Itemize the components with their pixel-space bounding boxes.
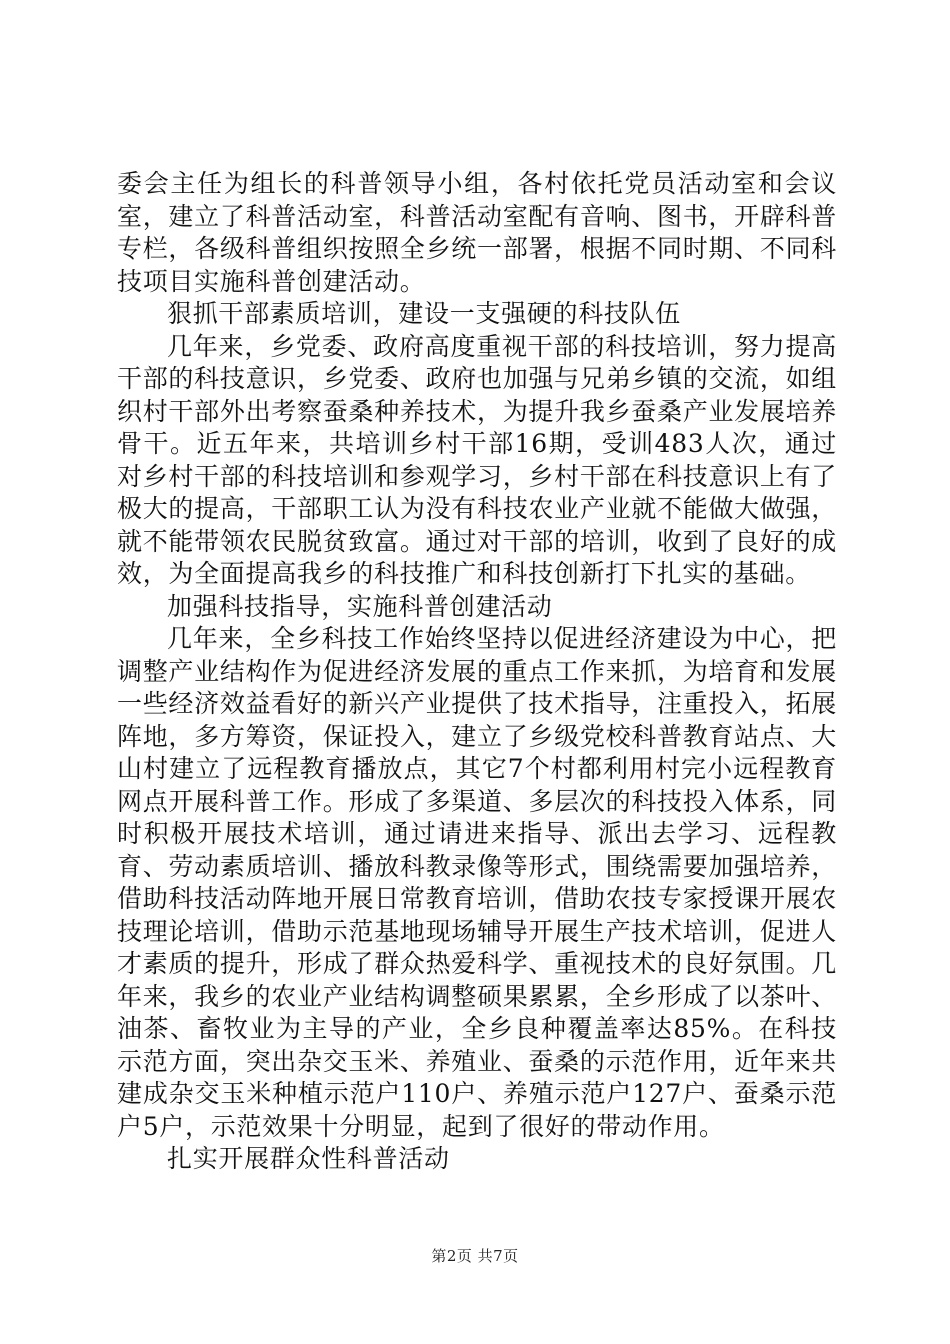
section-heading-tech-guidance: 加强科技指导，实施科普创建活动 [167,591,553,621]
paragraph-continuation: 委会主任为组长的科普领导小组，各村依托党员活动室和会议室，建立了科普活动室，科普活动室配有音响、图书，开辟科普专栏，各级科普组织按照全乡统一部署，根据不同时期、不同科技项目实施科普创建活动。 [117,169,837,296]
paragraph-cadre-training: 几年来，乡党委、政府高度重视干部的科技培训，努力提高干部的科技意识，乡党委、政府也加强与兄弟乡镇的交流，如组织村干部外出考察蚕桑种养技术，为提升我乡蚕桑产业发展培养骨干。近五年来，共培训乡村干部16期，受训483人次，通过对乡村干部的科技培训和参观学习，乡村干部在科技意识上有了极大的提高，干部职工认为没有科技农业产业就不能做大做强，就不能带领农民脱贫致富。通过对干部的培训，收到了良好的成效，为全面提高我乡的科技推广和科技创新打下扎实的基础。 [117,331,837,588]
document-body [117,168,837,1176]
section-heading-cadre-training: 狠抓干部素质培训，建设一支强硬的科技队伍 [167,299,682,328]
paragraph-tech-guidance: 几年来，全乡科技工作始终坚持以促进经济建设为中心，把调整产业结构作为促进经济发展的重点工作来抓，为培育和发展一些经济效益看好的新兴产业提供了技术指导，注重投入，拓展阵地，多方筹资，保证投入，建立了乡级党校科普教育站点、大山村建立了远程教育播放点，其它7个村都利用村完小远程教育网点开展科普工作。形成了多渠道、多层次的科技投入体系，同时积极开展技术培训，通过请进来指导、派出去学习、远程教育、劳动素质培训、播放科教录像等形式，围绕需要加强培养，借助科技活动阵地开展日常教育培训，借助农技专家授课开展农技理论培训，借助示范基地现场辅导开展生产技术培训，促进人才素质的提升，形成了群众热爱科学、重视技术的良好氛围。几年来，我乡的农业产业结构调整硕果累累，全乡形成了以茶叶、油茶、畜牧业为主导的产业，全乡良种覆盖率达85%。在科技示范方面，突出杂交玉米、养殖业、蚕桑的示范作用，近年来共建成杂交玉米种植示范户110户、养殖示范户127户、蚕桑示范户5户，示范效果十分明显，起到了很好的带动作用。 [117,624,837,1141]
page-number-footer: 第2页 共7页 [431,1247,519,1265]
section-heading-mass-activities: 扎实开展群众性科普活动 [167,1144,450,1173]
